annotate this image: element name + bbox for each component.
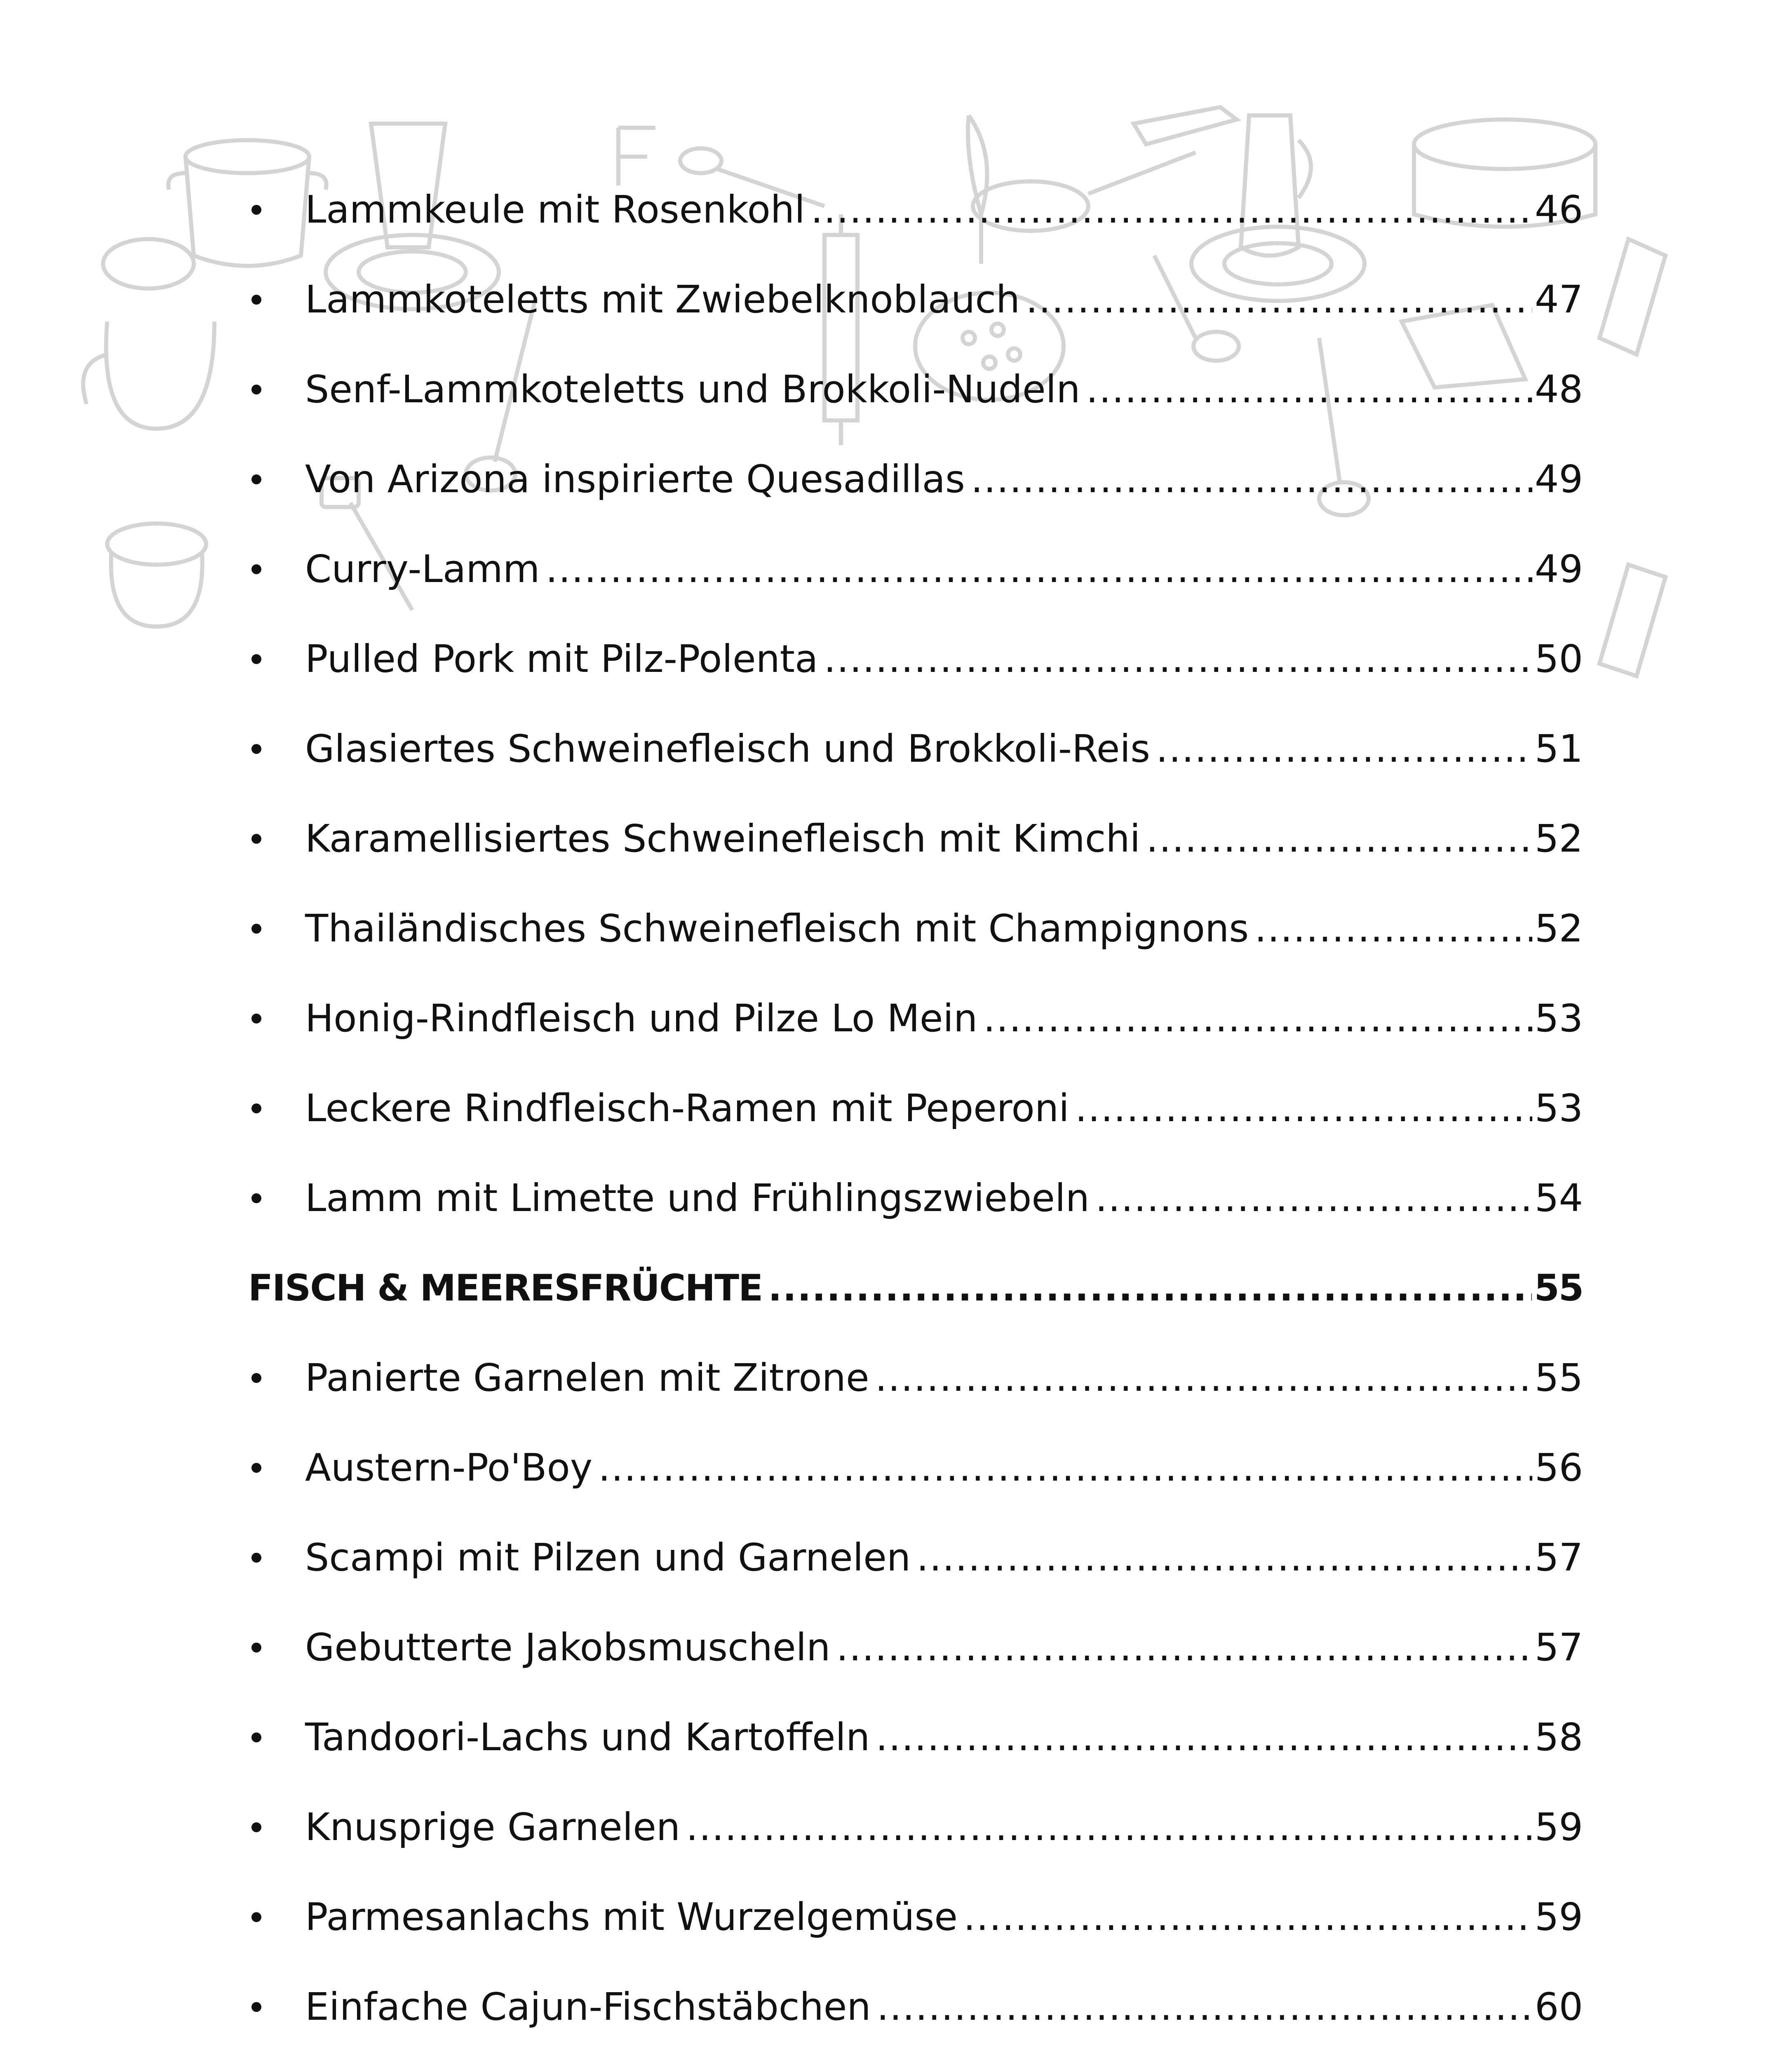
toc-entry-page: 58	[1534, 1715, 1583, 1759]
toc-entry-title: Glasiertes Schweinefleisch und Brokkoli-Reis	[305, 727, 1151, 771]
bullet-icon	[251, 1732, 261, 1742]
pot-lower-icon	[107, 523, 206, 627]
toc-entry[interactable]	[243, 1063, 1583, 1153]
toc-entry-title: Honig-Rindfleisch und Pilze Lo Mein	[305, 996, 978, 1040]
bullet-icon	[251, 654, 261, 664]
toc-entry[interactable]	[243, 1153, 1583, 1243]
dot-leader	[916, 1539, 1532, 1577]
dot-leader	[877, 1988, 1532, 2026]
toc-entry-title: Tandoori-Lachs und Kartoffeln	[305, 1715, 870, 1759]
dot-leader	[686, 1808, 1532, 1846]
toc-entry-title: Leckere Rindfleisch-Ramen mit Peperoni	[305, 1086, 1069, 1130]
toc-entry[interactable]	[243, 1872, 1583, 1962]
bullet-icon	[251, 924, 261, 934]
toc-entry[interactable]	[243, 255, 1583, 345]
bullet-icon	[251, 1822, 261, 1832]
toc-entry[interactable]	[243, 1692, 1583, 1782]
bullet-icon	[251, 744, 261, 754]
toc-entry-page: 47	[1534, 277, 1583, 322]
toc-entry-title: Austern-Po'Boy	[305, 1446, 593, 1490]
dot-leader	[963, 1898, 1532, 1936]
toc-entry-page: 57	[1534, 1625, 1583, 1669]
toc-entry[interactable]	[243, 704, 1583, 794]
toc-entry-page: 52	[1534, 817, 1583, 861]
toc-entry-page: 48	[1534, 367, 1583, 411]
toc-entry[interactable]	[243, 165, 1583, 255]
toc-entry-title: Von Arizona inspirierte Quesadillas	[305, 457, 965, 501]
toc-entry-title: Gebutterte Jakobsmuscheln	[305, 1625, 831, 1669]
toc-entry[interactable]	[243, 1423, 1583, 1513]
dot-leader	[971, 460, 1532, 498]
toc-entry-page: 59	[1534, 1895, 1583, 1939]
toc-entry-title: Knusprige Garnelen	[305, 1805, 681, 1849]
bullet-icon	[251, 1912, 261, 1922]
toc-entry-title: Senf-Lammkoteletts und Brokkoli-Nudeln	[305, 367, 1080, 411]
dot-leader	[836, 1629, 1532, 1667]
dot-leader	[1075, 1089, 1532, 1127]
toc-entry-page: 60	[1534, 1985, 1583, 2029]
toc-entry-title: Pulled Pork mit Pilz-Polenta	[305, 637, 818, 681]
toc-entry-title: Scampi mit Pilzen und Garnelen	[305, 1535, 911, 1580]
grater-lower-icon	[1599, 565, 1665, 676]
toc-entry[interactable]	[243, 884, 1583, 974]
toc-entry[interactable]	[243, 2052, 1583, 2061]
toc-section-page: 55	[1534, 1267, 1583, 1309]
toc-entry[interactable]	[243, 1962, 1583, 2052]
toc-entry-page: 51	[1534, 727, 1583, 771]
toc-entry-page: 55	[1534, 1356, 1583, 1400]
bullet-icon	[251, 834, 261, 844]
toc-entry[interactable]	[243, 345, 1583, 434]
bullet-icon	[251, 564, 261, 574]
toc-section-heading[interactable]	[243, 1243, 1583, 1333]
toc-entry[interactable]	[243, 614, 1583, 704]
toc-entry[interactable]	[243, 974, 1583, 1063]
bullet-icon	[251, 1643, 261, 1653]
toc-entry-title: Einfache Cajun-Fischstäbchen	[305, 1985, 871, 2029]
dot-leader	[824, 640, 1532, 678]
bullet-icon	[251, 385, 261, 394]
dot-leader	[545, 550, 1532, 588]
toc-entry[interactable]	[243, 1333, 1583, 1423]
toc-section-title: FISCH & MEERESFRÜCHTE	[248, 1267, 763, 1309]
dot-leader	[875, 1359, 1532, 1397]
toc-entry-page: 49	[1534, 547, 1583, 591]
dot-leader	[768, 1270, 1531, 1306]
dot-leader	[876, 1718, 1532, 1756]
toc-entry[interactable]	[243, 524, 1583, 614]
bullet-icon	[251, 295, 261, 305]
toc-entry[interactable]	[243, 1782, 1583, 1872]
dot-leader	[983, 1000, 1532, 1038]
toc-entry-page: 46	[1534, 188, 1583, 232]
bullet-icon	[251, 2002, 261, 2012]
bullet-icon	[251, 1103, 261, 1113]
dot-leader	[598, 1449, 1532, 1487]
toc-entry-title: Curry-Lamm	[305, 547, 540, 591]
grater-icon	[1599, 239, 1665, 354]
dot-leader	[1254, 910, 1532, 948]
toc-entry-page: 50	[1534, 637, 1583, 681]
toc-entry-title: Panierte Garnelen mit Zitrone	[305, 1356, 869, 1400]
toc-entry-title: Parmesanlachs mit Wurzelgemüse	[305, 1895, 958, 1939]
toc-entry-page: 59	[1534, 1805, 1583, 1849]
toc-entry-page: 49	[1534, 457, 1583, 501]
teapot-icon	[83, 239, 214, 429]
dot-leader	[1086, 371, 1532, 408]
bullet-icon	[251, 1463, 261, 1473]
table-of-contents	[243, 165, 1583, 2061]
toc-entry-title: Lammkeule mit Rosenkohl	[305, 188, 805, 232]
dot-leader	[1146, 820, 1532, 858]
toc-entry-page: 52	[1534, 906, 1583, 951]
bullet-icon	[251, 1193, 261, 1203]
toc-entry-page: 56	[1534, 1446, 1583, 1490]
toc-entry[interactable]	[243, 1603, 1583, 1692]
toc-entry-title: Lamm mit Limette und Frühlingszwiebeln	[305, 1176, 1090, 1220]
toc-entry-page: 53	[1534, 996, 1583, 1040]
toc-entry-page: 53	[1534, 1086, 1583, 1130]
dot-leader	[1095, 1179, 1532, 1217]
toc-entry-page: 57	[1534, 1535, 1583, 1580]
bullet-icon	[251, 474, 261, 484]
dot-leader	[1156, 730, 1532, 768]
toc-entry-title: Karamellisiertes Schweinefleisch mit Kimchi	[305, 817, 1141, 861]
toc-entry[interactable]	[243, 794, 1583, 884]
toc-entry-page: 54	[1534, 1176, 1583, 1220]
bullet-icon	[251, 1553, 261, 1563]
dot-leader	[811, 191, 1532, 229]
toc-entry[interactable]	[243, 1513, 1583, 1603]
bullet-icon	[251, 1014, 261, 1023]
knife-icon	[1134, 107, 1237, 144]
toc-entry-title: Thailändisches Schweinefleisch mit Champignons	[305, 906, 1249, 951]
bullet-icon	[251, 1373, 261, 1383]
toc-entry[interactable]	[243, 434, 1583, 524]
bullet-icon	[251, 205, 261, 215]
toc-entry-title: Lammkoteletts mit Zwiebelknoblauch	[305, 277, 1020, 322]
dot-leader	[1026, 281, 1532, 319]
